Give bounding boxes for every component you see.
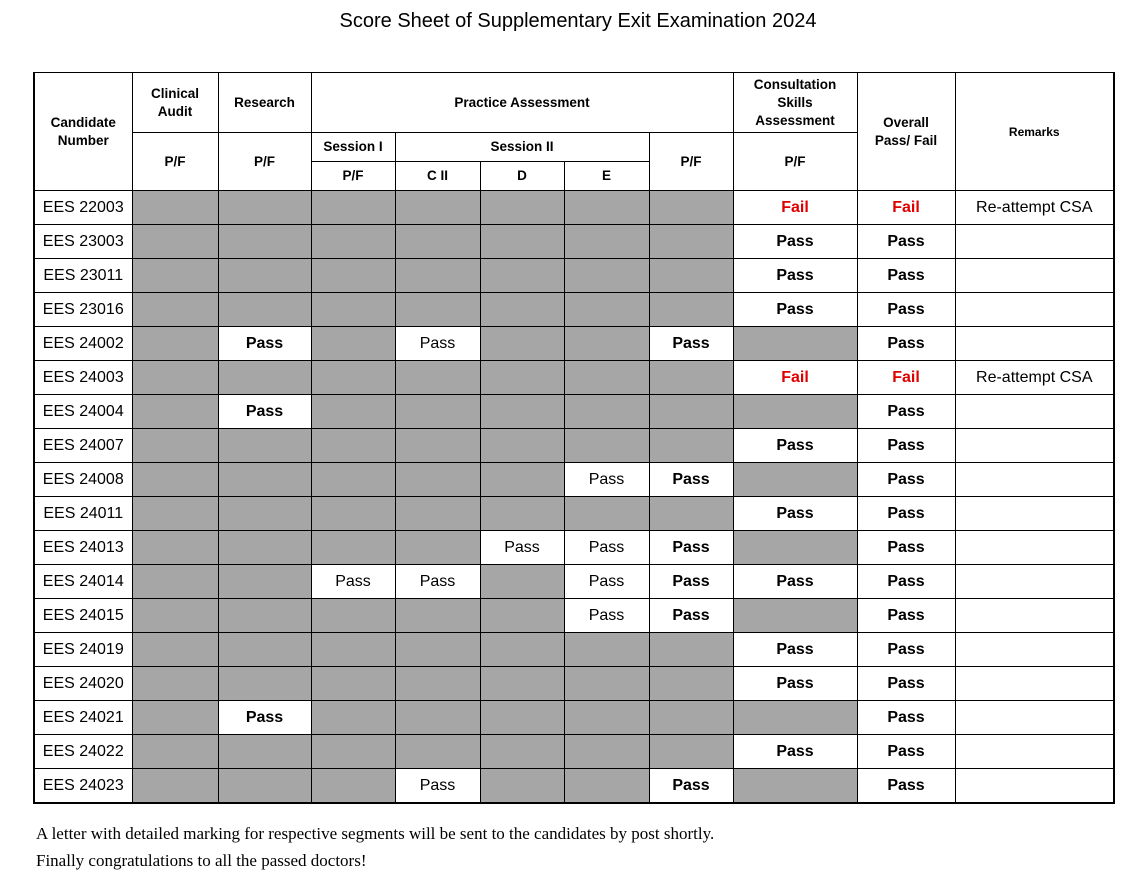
csa-cell: Fail — [733, 361, 857, 395]
clinical-audit-cell — [132, 395, 218, 429]
c2-cell — [395, 293, 480, 327]
d-cell — [480, 259, 564, 293]
d-cell — [480, 565, 564, 599]
e-cell — [564, 769, 649, 804]
research-cell — [218, 497, 311, 531]
header-csa-pf: P/F — [733, 133, 857, 191]
d-cell — [480, 225, 564, 259]
overall-cell: Pass — [857, 667, 955, 701]
csa-cell: Pass — [733, 429, 857, 463]
e-cell — [564, 497, 649, 531]
clinical-audit-cell — [132, 293, 218, 327]
e-cell: Pass — [564, 565, 649, 599]
research-cell — [218, 463, 311, 497]
remarks-cell — [955, 599, 1114, 633]
research-cell — [218, 429, 311, 463]
practice-pf-cell — [649, 497, 733, 531]
clinical-audit-cell — [132, 361, 218, 395]
research-cell — [218, 565, 311, 599]
overall-cell: Pass — [857, 259, 955, 293]
practice-pf-cell: Pass — [649, 327, 733, 361]
candidate-number-cell: EES 24022 — [34, 735, 132, 769]
remarks-cell — [955, 463, 1114, 497]
session-1-cell — [311, 769, 395, 804]
e-cell — [564, 293, 649, 327]
research-cell — [218, 735, 311, 769]
header-session-1: Session I — [311, 133, 395, 162]
research-cell — [218, 599, 311, 633]
d-cell — [480, 735, 564, 769]
overall-cell: Pass — [857, 327, 955, 361]
research-cell — [218, 225, 311, 259]
clinical-audit-cell — [132, 429, 218, 463]
session-1-cell: Pass — [311, 565, 395, 599]
session-1-cell — [311, 599, 395, 633]
research-cell — [218, 531, 311, 565]
practice-pf-cell — [649, 667, 733, 701]
c2-cell: Pass — [395, 327, 480, 361]
header-session-2: Session II — [395, 133, 649, 162]
csa-cell — [733, 531, 857, 565]
overall-cell: Pass — [857, 633, 955, 667]
e-cell — [564, 225, 649, 259]
table-row — [34, 531, 1114, 565]
clinical-audit-cell — [132, 259, 218, 293]
remarks-cell — [955, 429, 1114, 463]
practice-pf-cell: Pass — [649, 769, 733, 804]
clinical-audit-cell — [132, 191, 218, 225]
candidate-number-cell: EES 22003 — [34, 191, 132, 225]
e-cell — [564, 633, 649, 667]
csa-cell: Pass — [733, 259, 857, 293]
clinical-audit-cell — [132, 701, 218, 735]
header-candidate-number: Candidate Number — [34, 73, 132, 191]
overall-cell: Fail — [857, 191, 955, 225]
e-cell — [564, 429, 649, 463]
header-session-1-pf: P/F — [311, 162, 395, 191]
overall-cell: Pass — [857, 463, 955, 497]
d-cell — [480, 463, 564, 497]
overall-cell: Pass — [857, 701, 955, 735]
overall-cell: Pass — [857, 293, 955, 327]
remarks-cell — [955, 701, 1114, 735]
session-1-cell — [311, 395, 395, 429]
d-cell — [480, 327, 564, 361]
practice-pf-cell — [649, 633, 733, 667]
candidate-number-cell: EES 24014 — [34, 565, 132, 599]
research-cell — [218, 667, 311, 701]
e-cell: Pass — [564, 463, 649, 497]
candidate-number-cell: EES 24019 — [34, 633, 132, 667]
header-overall: Overall Pass/ Fail — [857, 73, 955, 191]
header-clinical-audit: Clinical Audit — [132, 73, 218, 133]
practice-pf-cell — [649, 429, 733, 463]
clinical-audit-cell — [132, 225, 218, 259]
overall-cell: Pass — [857, 769, 955, 804]
d-cell — [480, 633, 564, 667]
header-research-pf: P/F — [218, 133, 311, 191]
practice-pf-cell: Pass — [649, 565, 733, 599]
d-cell — [480, 293, 564, 327]
research-cell — [218, 293, 311, 327]
csa-cell: Pass — [733, 497, 857, 531]
csa-cell: Pass — [733, 667, 857, 701]
c2-cell — [395, 633, 480, 667]
csa-cell — [733, 701, 857, 735]
header-remarks: Remarks — [955, 73, 1114, 191]
e-cell — [564, 361, 649, 395]
research-cell — [218, 259, 311, 293]
clinical-audit-cell — [132, 633, 218, 667]
clinical-audit-cell — [132, 497, 218, 531]
research-cell: Pass — [218, 701, 311, 735]
e-cell — [564, 701, 649, 735]
candidate-number-cell: EES 24004 — [34, 395, 132, 429]
csa-cell — [733, 769, 857, 804]
c2-cell — [395, 191, 480, 225]
table-row — [34, 701, 1114, 735]
header-practice-pf: P/F — [649, 133, 733, 191]
candidate-number-cell: EES 24023 — [34, 769, 132, 804]
page-title: Score Sheet of Supplementary Exit Examination 2024 — [339, 10, 817, 32]
session-1-cell — [311, 497, 395, 531]
session-1-cell — [311, 327, 395, 361]
table-row — [34, 633, 1114, 667]
remarks-cell — [955, 769, 1114, 804]
clinical-audit-cell — [132, 599, 218, 633]
overall-cell: Pass — [857, 599, 955, 633]
e-cell: Pass — [564, 599, 649, 633]
research-cell — [218, 361, 311, 395]
d-cell — [480, 769, 564, 804]
footnote-congratulations: Finally congratulations to all the passed doctors! — [36, 851, 367, 870]
practice-pf-cell — [649, 293, 733, 327]
e-cell — [564, 191, 649, 225]
session-1-cell — [311, 429, 395, 463]
table-row — [34, 259, 1114, 293]
d-cell — [480, 395, 564, 429]
remarks-cell — [955, 395, 1114, 429]
table-row — [34, 497, 1114, 531]
csa-cell — [733, 395, 857, 429]
c2-cell — [395, 735, 480, 769]
candidate-number-cell: EES 24011 — [34, 497, 132, 531]
header-consultation-skills: Consultation Skills Assessment — [733, 73, 857, 133]
c2-cell — [395, 395, 480, 429]
candidate-number-cell: EES 23003 — [34, 225, 132, 259]
research-cell — [218, 769, 311, 804]
remarks-cell: Re-attempt CSA — [955, 361, 1114, 395]
table-row — [34, 327, 1114, 361]
practice-pf-cell — [649, 361, 733, 395]
csa-cell — [733, 599, 857, 633]
candidate-number-cell: EES 23011 — [34, 259, 132, 293]
session-1-cell — [311, 361, 395, 395]
session-1-cell — [311, 191, 395, 225]
csa-cell: Pass — [733, 225, 857, 259]
candidate-number-cell: EES 24003 — [34, 361, 132, 395]
clinical-audit-cell — [132, 531, 218, 565]
remarks-cell — [955, 327, 1114, 361]
remarks-cell — [955, 225, 1114, 259]
c2-cell — [395, 225, 480, 259]
candidate-number-cell: EES 23016 — [34, 293, 132, 327]
remarks-cell — [955, 497, 1114, 531]
practice-pf-cell: Pass — [649, 463, 733, 497]
table-row — [34, 293, 1114, 327]
overall-cell: Pass — [857, 429, 955, 463]
session-1-cell — [311, 735, 395, 769]
overall-cell: Pass — [857, 395, 955, 429]
csa-cell — [733, 327, 857, 361]
c2-cell — [395, 361, 480, 395]
candidate-number-cell: EES 24008 — [34, 463, 132, 497]
e-cell — [564, 667, 649, 701]
clinical-audit-cell — [132, 735, 218, 769]
clinical-audit-cell — [132, 769, 218, 804]
overall-cell: Pass — [857, 225, 955, 259]
session-1-cell — [311, 463, 395, 497]
practice-pf-cell — [649, 259, 733, 293]
session-1-cell — [311, 701, 395, 735]
table-row — [34, 361, 1114, 395]
remarks-cell — [955, 667, 1114, 701]
csa-cell: Pass — [733, 565, 857, 599]
research-cell: Pass — [218, 327, 311, 361]
candidate-number-cell: EES 24013 — [34, 531, 132, 565]
session-1-cell — [311, 293, 395, 327]
overall-cell: Pass — [857, 735, 955, 769]
practice-pf-cell: Pass — [649, 531, 733, 565]
remarks-cell — [955, 531, 1114, 565]
header-clinical-audit-pf: P/F — [132, 133, 218, 191]
table-row — [34, 769, 1114, 804]
clinical-audit-cell — [132, 327, 218, 361]
practice-pf-cell: Pass — [649, 599, 733, 633]
d-cell — [480, 701, 564, 735]
c2-cell — [395, 429, 480, 463]
table-row — [34, 191, 1114, 225]
header-practice-assessment: Practice Assessment — [311, 73, 733, 133]
d-cell — [480, 191, 564, 225]
practice-pf-cell — [649, 191, 733, 225]
header-research: Research — [218, 73, 311, 133]
remarks-cell — [955, 293, 1114, 327]
d-cell — [480, 497, 564, 531]
practice-pf-cell — [649, 735, 733, 769]
header-e: E — [564, 162, 649, 191]
c2-cell: Pass — [395, 565, 480, 599]
score-table — [33, 72, 1115, 804]
overall-cell: Pass — [857, 565, 955, 599]
session-1-cell — [311, 259, 395, 293]
e-cell — [564, 327, 649, 361]
d-cell: Pass — [480, 531, 564, 565]
overall-cell: Pass — [857, 531, 955, 565]
table-row — [34, 429, 1114, 463]
research-cell — [218, 633, 311, 667]
overall-cell: Fail — [857, 361, 955, 395]
c2-cell — [395, 259, 480, 293]
candidate-number-cell: EES 24007 — [34, 429, 132, 463]
csa-cell: Fail — [733, 191, 857, 225]
remarks-cell — [955, 735, 1114, 769]
research-cell: Pass — [218, 395, 311, 429]
e-cell — [564, 735, 649, 769]
d-cell — [480, 599, 564, 633]
table-row — [34, 463, 1114, 497]
d-cell — [480, 429, 564, 463]
c2-cell — [395, 531, 480, 565]
c2-cell — [395, 497, 480, 531]
table-row — [34, 565, 1114, 599]
clinical-audit-cell — [132, 667, 218, 701]
c2-cell — [395, 463, 480, 497]
footnote-letter: A letter with detailed marking for respective segments will be sent to the candidates by post shortly. — [36, 824, 715, 843]
research-cell — [218, 191, 311, 225]
csa-cell: Pass — [733, 735, 857, 769]
c2-cell — [395, 599, 480, 633]
candidate-number-cell: EES 24015 — [34, 599, 132, 633]
header-c2: C II — [395, 162, 480, 191]
d-cell — [480, 361, 564, 395]
table-row — [34, 225, 1114, 259]
practice-pf-cell — [649, 395, 733, 429]
session-1-cell — [311, 667, 395, 701]
d-cell — [480, 667, 564, 701]
c2-cell: Pass — [395, 769, 480, 804]
session-1-cell — [311, 531, 395, 565]
overall-cell: Pass — [857, 497, 955, 531]
e-cell — [564, 395, 649, 429]
table-row — [34, 395, 1114, 429]
csa-cell: Pass — [733, 293, 857, 327]
header-d: D — [480, 162, 564, 191]
e-cell: Pass — [564, 531, 649, 565]
table-row — [34, 599, 1114, 633]
remarks-cell — [955, 259, 1114, 293]
table-row — [34, 667, 1114, 701]
practice-pf-cell — [649, 701, 733, 735]
e-cell — [564, 259, 649, 293]
table-row — [34, 735, 1114, 769]
c2-cell — [395, 667, 480, 701]
session-1-cell — [311, 225, 395, 259]
table-body — [34, 191, 1114, 804]
candidate-number-cell: EES 24020 — [34, 667, 132, 701]
clinical-audit-cell — [132, 565, 218, 599]
csa-cell — [733, 463, 857, 497]
session-1-cell — [311, 633, 395, 667]
candidate-number-cell: EES 24021 — [34, 701, 132, 735]
remarks-cell — [955, 565, 1114, 599]
csa-cell: Pass — [733, 633, 857, 667]
remarks-cell — [955, 633, 1114, 667]
remarks-cell: Re-attempt CSA — [955, 191, 1114, 225]
c2-cell — [395, 701, 480, 735]
practice-pf-cell — [649, 225, 733, 259]
clinical-audit-cell — [132, 463, 218, 497]
candidate-number-cell: EES 24002 — [34, 327, 132, 361]
